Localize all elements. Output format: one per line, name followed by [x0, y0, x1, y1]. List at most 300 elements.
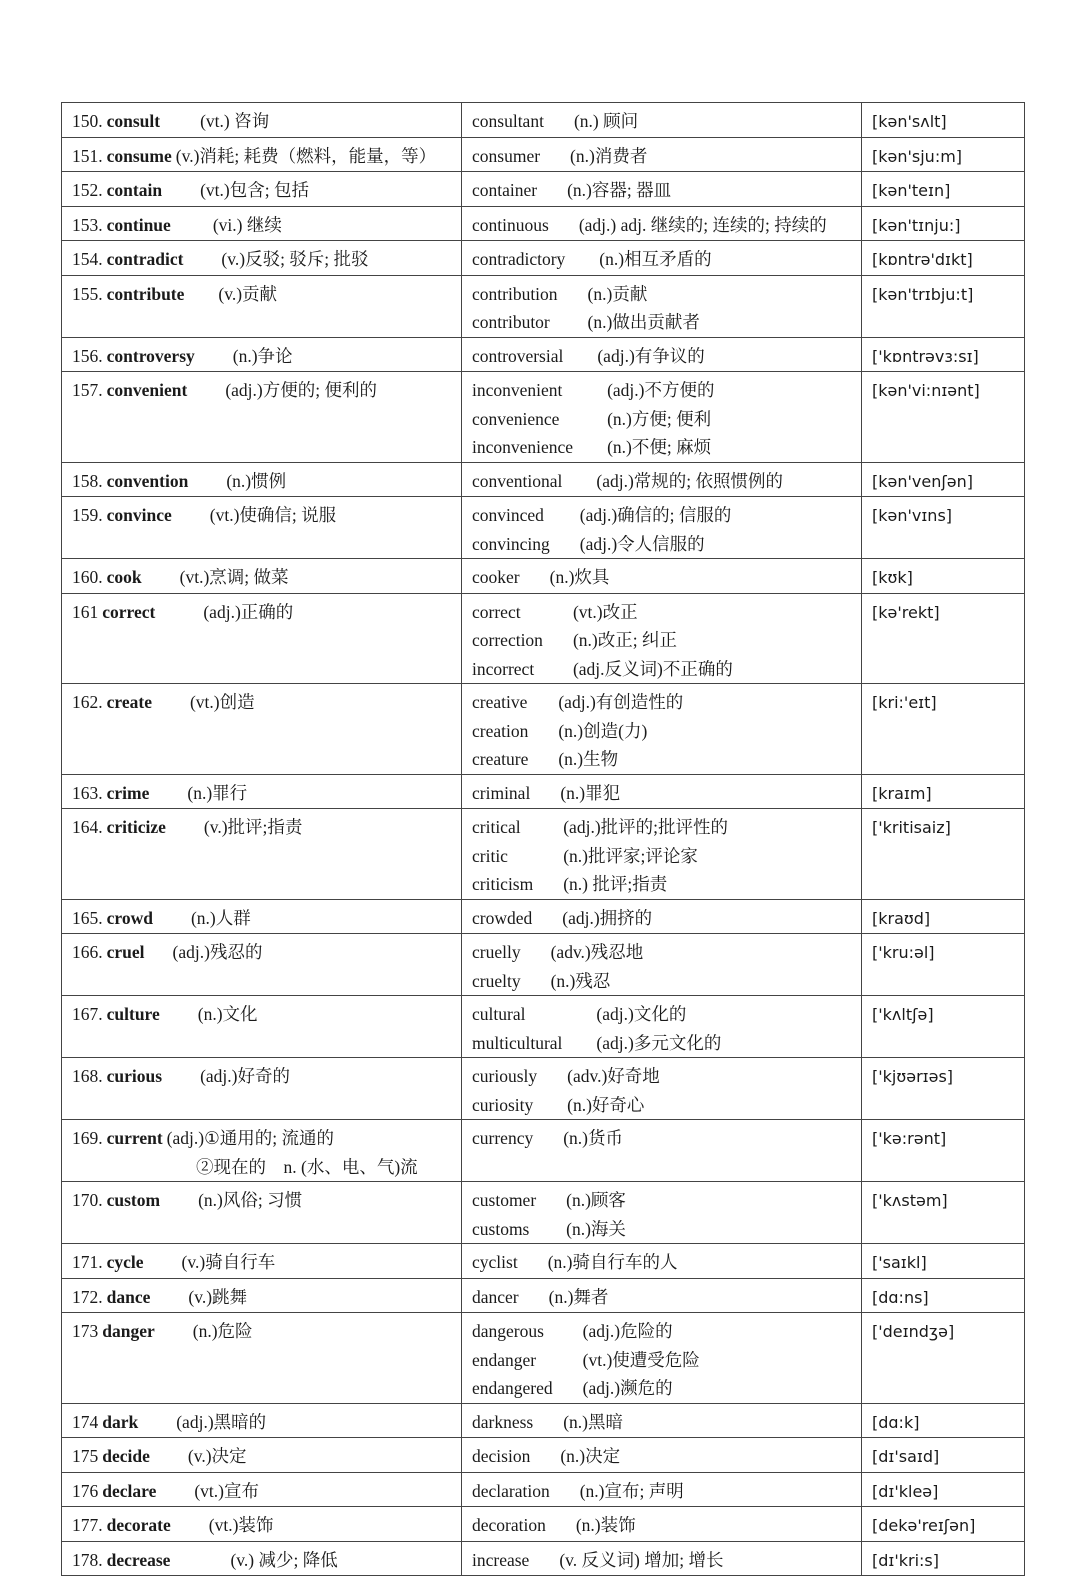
derived-line: [472, 938, 853, 967]
headword: consume: [106, 145, 172, 166]
headword-cell: [62, 497, 462, 559]
entry-number: 152.: [72, 180, 103, 200]
derived-meaning: (adj.) adj. 继续的; 连续的; 持续的: [578, 214, 827, 235]
headword: contradict: [106, 249, 184, 269]
meaning-line: [72, 245, 453, 274]
derived-word: inconvenience: [472, 437, 574, 457]
headword-cell: [62, 1403, 462, 1438]
headword-cell: [62, 684, 462, 775]
vocab-row: [62, 559, 1025, 594]
headword: crime: [106, 782, 150, 803]
phonetic-cell: [862, 1244, 1025, 1279]
headword-cell: [62, 1313, 462, 1404]
derived-meaning: (n.)批评家;评论家: [563, 845, 698, 866]
meaning-line: [72, 107, 453, 136]
derived-word: cyclist: [472, 1252, 518, 1272]
derived-cell: [462, 774, 862, 809]
entry-number: 178.: [72, 1549, 103, 1570]
headword-cell: [62, 1472, 462, 1507]
derived-cell: [462, 1058, 862, 1120]
meaning-line: [72, 1000, 453, 1029]
derived-cell: [462, 1403, 862, 1438]
derived-line: [472, 870, 853, 899]
vocab-row: [62, 137, 1025, 172]
derived-line: [472, 626, 853, 655]
derived-cell: [462, 206, 862, 241]
vocab-row: [62, 206, 1025, 241]
headword-cell: [62, 1182, 462, 1244]
derived-cell: [462, 172, 862, 207]
derived-word: cruelty: [472, 970, 521, 991]
derived-meaning: (n.)改正; 纠正: [572, 630, 677, 650]
derived-meaning: (n.)消费者: [570, 145, 648, 166]
derived-word: endanger: [472, 1349, 537, 1370]
derived-cell: [462, 337, 862, 372]
entry-number: 167.: [72, 1004, 103, 1024]
headword-meaning: (vt.)使确信; 说服: [209, 505, 337, 525]
derived-word: convincing: [472, 533, 550, 554]
derived-word: continuous: [472, 214, 549, 235]
derived-cell: [462, 809, 862, 900]
derived-word: contribution: [472, 283, 558, 304]
derived-cell: [462, 899, 862, 934]
vocab-row: [62, 593, 1025, 684]
derived-word: criticism: [472, 874, 534, 894]
derived-cell: [462, 241, 862, 276]
derived-meaning: (adv.)好奇地: [567, 1066, 660, 1086]
derived-meaning: (n.)装饰: [575, 1515, 636, 1535]
derived-line: [472, 176, 853, 205]
derived-cell: [462, 372, 862, 463]
vocab-row: [62, 1278, 1025, 1313]
vocab-row: [62, 1182, 1025, 1244]
derived-word: criminal: [472, 782, 531, 803]
phonetic-cell: [862, 1472, 1025, 1507]
meaning-line: [72, 1283, 453, 1312]
derived-meaning: (adj.)有争议的: [597, 345, 705, 366]
headword-meaning: (v.)贡献: [218, 283, 278, 304]
derived-line: [472, 1186, 853, 1215]
phonetic: [dɑ:k]: [872, 1412, 920, 1432]
entry-number: 160.: [72, 567, 103, 587]
meaning-line: [72, 1124, 453, 1153]
meaning-line: [72, 142, 453, 171]
derived-word: decoration: [472, 1515, 546, 1535]
derived-meaning: (n.)决定: [560, 1446, 621, 1466]
headword-cell: [62, 1120, 462, 1182]
derived-meaning: (n.)相互矛盾的: [599, 249, 712, 269]
derived-line: [472, 1283, 853, 1312]
derived-word: critic: [472, 845, 508, 866]
vocab-row: [62, 1507, 1025, 1542]
vocab-row: [62, 1541, 1025, 1576]
headword-meaning: (vt.)创造: [189, 692, 255, 712]
phonetic: [dɪ'saɪd]: [872, 1447, 940, 1466]
headword: contribute: [106, 283, 185, 304]
derived-meaning: (n.)舞者: [548, 1286, 609, 1307]
entry-number: 150.: [72, 111, 103, 131]
derived-word: convinced: [472, 505, 544, 525]
phonetic-cell: [862, 559, 1025, 594]
meaning-line: [72, 1408, 453, 1437]
vocab-row: [62, 934, 1025, 996]
headword: decorate: [106, 1515, 171, 1535]
headword-meaning-continued: ②现在的 n. (水、电、气)流: [196, 1156, 418, 1177]
headword-cell: [62, 275, 462, 337]
derived-word: decision: [472, 1446, 531, 1466]
headword-meaning: (vt.)烹调; 做菜: [179, 567, 289, 587]
derived-meaning: (adj.)有创造性的: [558, 692, 684, 712]
entry-number: 163.: [72, 782, 103, 803]
headword: criticize: [106, 817, 166, 837]
vocab-row: [62, 1472, 1025, 1507]
derived-line: [472, 1000, 853, 1029]
headword: consult: [106, 111, 161, 131]
headword-meaning: (v.)消耗; 耗费（燃料，能量，等）: [175, 145, 437, 166]
entry-number: 161: [72, 601, 99, 622]
headword: contain: [106, 180, 163, 200]
derived-word: multicultural: [472, 1032, 563, 1053]
meaning-line: [72, 1511, 453, 1540]
headword: cruel: [106, 942, 145, 962]
derived-meaning: (n.)方便; 便利: [607, 408, 712, 429]
headword-meaning: (vt.) 咨询: [200, 111, 270, 131]
vocab-row: [62, 774, 1025, 809]
derived-line: [472, 904, 853, 933]
derived-meaning: (n.)好奇心: [567, 1094, 645, 1115]
meaning-line: [72, 779, 453, 808]
derived-cell: [462, 593, 862, 684]
headword-cell: [62, 559, 462, 594]
headword: continue: [106, 214, 171, 235]
derived-line: [472, 779, 853, 808]
phonetic-cell: [862, 809, 1025, 900]
headword-cell: [62, 1244, 462, 1279]
phonetic-cell: [862, 1120, 1025, 1182]
headword: convention: [106, 470, 189, 491]
headword-meaning: (adj.)①通用的; 流通的: [166, 1128, 335, 1148]
phonetic-cell: [862, 337, 1025, 372]
derived-word: inconvenient: [472, 380, 563, 400]
derived-meaning: (adj.)常规的; 依照惯例的: [596, 470, 784, 491]
derived-meaning: (n.)创造(力): [558, 720, 648, 741]
derived-line: [472, 308, 853, 337]
vocab-row: [62, 996, 1025, 1058]
headword-cell: [62, 1507, 462, 1542]
vocab-row: [62, 1403, 1025, 1438]
derived-line: [472, 501, 853, 530]
vocabulary-table-body: [62, 103, 1025, 1576]
derived-line: [472, 1346, 853, 1375]
derived-cell: [462, 1438, 862, 1473]
phonetic: [kən'teɪn]: [872, 181, 951, 200]
phonetic-cell: [862, 1541, 1025, 1576]
derived-word: controversial: [472, 345, 564, 366]
derived-meaning: (n.)贡献: [587, 283, 648, 304]
derived-word: curiosity: [472, 1094, 534, 1115]
derived-meaning: (adj.)多元文化的: [596, 1032, 722, 1053]
meaning-line: [72, 342, 453, 371]
derived-meaning: (n.)容器; 器皿: [567, 180, 672, 200]
headword-meaning: (n.)争论: [232, 345, 293, 366]
derived-meaning: (v. 反义词) 增加; 增长: [559, 1549, 724, 1570]
entry-number: 166.: [72, 942, 103, 962]
phonetic: ['deɪndʒə]: [872, 1322, 955, 1341]
derived-meaning: (adj.)令人信服的: [579, 533, 705, 554]
headword: decrease: [106, 1549, 171, 1570]
headword-cell: [62, 1278, 462, 1313]
headword-meaning: (adj.)好奇的: [200, 1066, 290, 1086]
headword-cell: [62, 1438, 462, 1473]
headword-cell: [62, 809, 462, 900]
derived-line: [472, 280, 853, 309]
derived-meaning: (n.)罪犯: [560, 782, 621, 803]
headword-meaning: (v.)批评;指责: [203, 817, 303, 837]
headword-meaning: (adj.)残忍的: [172, 942, 263, 962]
headword-cell: [62, 934, 462, 996]
derived-cell: [462, 497, 862, 559]
derived-meaning: (adj.)拥挤的: [562, 907, 653, 928]
headword-meaning: (n.)惯例: [226, 470, 287, 491]
derived-line: [472, 967, 853, 996]
headword-meaning: (vt.)包含; 包括: [200, 180, 309, 200]
vocab-row: [62, 1244, 1025, 1279]
derived-line: [472, 1124, 853, 1153]
phonetic-cell: [862, 996, 1025, 1058]
vocab-row: [62, 1313, 1025, 1404]
meaning-line: [72, 1062, 453, 1091]
headword-meaning: (v.)跳舞: [188, 1286, 248, 1307]
phonetic: [dɪ'kri:s]: [872, 1550, 939, 1570]
entry-number: 175: [72, 1446, 99, 1466]
derived-cell: [462, 1472, 862, 1507]
derived-cell: [462, 462, 862, 497]
entry-number: 173: [72, 1321, 99, 1341]
derived-line: [472, 245, 853, 274]
derived-word: incorrect: [472, 658, 535, 679]
headword-cell: [62, 774, 462, 809]
meaning-line: [72, 176, 453, 205]
derived-meaning: (n.)不便; 麻烦: [607, 437, 712, 457]
headword: cycle: [106, 1252, 144, 1272]
derived-meaning: (n.)残忍: [550, 970, 611, 991]
meaning-line: [72, 376, 453, 405]
derived-cell: [462, 1507, 862, 1542]
derived-cell: [462, 1541, 862, 1576]
derived-word: customs: [472, 1218, 530, 1239]
derived-line: [472, 1477, 853, 1506]
derived-line: [472, 1408, 853, 1437]
entry-number: 159.: [72, 505, 103, 525]
headword-cell: [62, 137, 462, 172]
phonetic-cell: [862, 593, 1025, 684]
derived-line: [472, 142, 853, 171]
vocabulary-table: [61, 102, 1025, 1576]
derived-word: convenience: [472, 408, 560, 429]
phonetic: [kə'rekt]: [872, 602, 940, 622]
derived-word: dangerous: [472, 1321, 544, 1341]
derived-line: [472, 1029, 853, 1058]
entry-number: 177.: [72, 1515, 103, 1535]
meaning-line: [72, 813, 453, 842]
phonetic: [kraʊd]: [872, 908, 931, 928]
headword: dance: [106, 1286, 151, 1307]
headword: correct: [102, 601, 156, 622]
headword-meaning: (n.)风俗; 习惯: [198, 1190, 303, 1210]
phonetic-cell: [862, 1313, 1025, 1404]
entry-number: 170.: [72, 1190, 103, 1210]
phonetic-cell: [862, 934, 1025, 996]
headword-meaning: (adj.)正确的: [203, 601, 294, 622]
derived-meaning: (n.)做出贡献者: [587, 312, 700, 332]
headword: danger: [102, 1321, 155, 1341]
entry-number: 171.: [72, 1252, 103, 1272]
derived-word: container: [472, 180, 538, 200]
derived-word: cruelly: [472, 942, 521, 962]
phonetic: ['kə:rənt]: [872, 1129, 947, 1148]
phonetic-cell: [862, 497, 1025, 559]
derived-word: currency: [472, 1128, 534, 1148]
derived-line: [472, 405, 853, 434]
headword-cell: [62, 372, 462, 463]
derived-line: [472, 1317, 853, 1346]
vocab-row: [62, 1058, 1025, 1120]
entry-number: 151.: [72, 145, 103, 166]
meaning-line: [72, 688, 453, 717]
derived-line: [472, 433, 853, 462]
headword: curious: [106, 1066, 163, 1086]
phonetic: [kən'vi:nɪənt]: [872, 381, 980, 400]
phonetic: [kraɪm]: [872, 783, 932, 803]
vocab-row: [62, 103, 1025, 138]
derived-meaning: (n.) 顾问: [573, 111, 639, 131]
derived-word: creature: [472, 749, 529, 769]
derived-meaning: (vt.)改正: [572, 601, 638, 622]
headword-cell: [62, 206, 462, 241]
derived-cell: [462, 275, 862, 337]
headword: declare: [102, 1480, 157, 1501]
derived-line: [472, 655, 853, 684]
derived-word: curiously: [472, 1066, 538, 1086]
headword-meaning: (v.)决定: [187, 1446, 247, 1466]
derived-word: cultural: [472, 1004, 526, 1024]
derived-line: [472, 107, 853, 136]
phonetic: [kri:'eɪt]: [872, 693, 937, 712]
entry-number: 172.: [72, 1286, 103, 1307]
phonetic: [kən'venʃən]: [872, 471, 973, 491]
phonetic: [kən'tɪnju:]: [872, 215, 961, 235]
derived-line: [472, 842, 853, 871]
vocab-row: [62, 275, 1025, 337]
headword-meaning: (vi.) 继续: [212, 214, 282, 235]
derived-line: [472, 563, 853, 592]
vocab-row: [62, 462, 1025, 497]
derived-word: contributor: [472, 312, 550, 332]
derived-line: [472, 688, 853, 717]
meaning-line: [72, 1248, 453, 1277]
meaning-line: [72, 1153, 453, 1182]
headword-meaning: (adj.)黑暗的: [176, 1411, 267, 1432]
entry-number: 158.: [72, 470, 103, 491]
derived-meaning: (n.)顾客: [566, 1190, 626, 1210]
derived-word: creation: [472, 720, 529, 741]
headword: culture: [106, 1004, 160, 1024]
derived-meaning: (n.)货币: [563, 1128, 623, 1148]
derived-meaning: (adv.)残忍地: [550, 942, 644, 962]
derived-meaning: (n.) 批评;指责: [563, 874, 668, 894]
derived-meaning: (adj.)确信的; 信服的: [579, 505, 732, 525]
vocab-row: [62, 337, 1025, 372]
entry-number: 162.: [72, 692, 103, 712]
phonetic: ['kru:əl]: [872, 943, 935, 962]
derived-meaning: (n.)海关: [566, 1218, 626, 1239]
headword-cell: [62, 593, 462, 684]
headword-meaning: (n.)人群: [190, 907, 251, 928]
derived-cell: [462, 684, 862, 775]
meaning-line: [72, 1186, 453, 1215]
derived-line: [472, 1374, 853, 1403]
meaning-line: [72, 467, 453, 496]
phonetic: [kən'trɪbju:t]: [872, 284, 974, 304]
phonetic-cell: [862, 172, 1025, 207]
headword-cell: [62, 462, 462, 497]
derived-cell: [462, 137, 862, 172]
headword-cell: [62, 996, 462, 1058]
headword-cell: [62, 1541, 462, 1576]
derived-meaning: (vt.)使遭受危险: [582, 1349, 700, 1370]
entry-number: 155.: [72, 283, 103, 304]
derived-cell: [462, 103, 862, 138]
headword-cell: [62, 241, 462, 276]
derived-cell: [462, 1120, 862, 1182]
meaning-line: [72, 501, 453, 530]
headword-cell: [62, 103, 462, 138]
headword: crowd: [106, 907, 153, 928]
headword-cell: [62, 172, 462, 207]
meaning-line: [72, 563, 453, 592]
vocab-row: [62, 1120, 1025, 1182]
meaning-line: [72, 280, 453, 309]
meaning-line: [72, 1477, 453, 1506]
phonetic: ['kʌstəm]: [872, 1191, 948, 1210]
derived-line: [472, 467, 853, 496]
headword: current: [106, 1128, 163, 1148]
entry-number: 165.: [72, 907, 103, 928]
entry-number: 153.: [72, 214, 103, 235]
derived-meaning: (adj.)文化的: [596, 1004, 687, 1024]
phonetic-cell: [862, 1182, 1025, 1244]
entry-number: 168.: [72, 1066, 103, 1086]
phonetic: [dɑ:ns]: [872, 1287, 929, 1307]
phonetic-cell: [862, 372, 1025, 463]
headword-meaning: (vt.)装饰: [208, 1515, 274, 1535]
headword: cook: [106, 567, 142, 587]
derived-word: cooker: [472, 567, 520, 587]
derived-meaning: (n.)骑自行车的人: [547, 1252, 678, 1272]
phonetic-cell: [862, 137, 1025, 172]
derived-line: [472, 376, 853, 405]
derived-line: [472, 717, 853, 746]
derived-word: declaration: [472, 1480, 550, 1501]
derived-meaning: (adj.反义词)不正确的: [572, 658, 733, 679]
entry-number: 169.: [72, 1128, 103, 1148]
headword: convenient: [106, 380, 188, 400]
headword-meaning: (v.) 减少; 降低: [230, 1549, 338, 1570]
entry-number: 174: [72, 1411, 99, 1432]
headword-cell: [62, 337, 462, 372]
derived-meaning: (n.)炊具: [549, 567, 610, 587]
headword-meaning: (vt.)宣布: [194, 1480, 260, 1501]
